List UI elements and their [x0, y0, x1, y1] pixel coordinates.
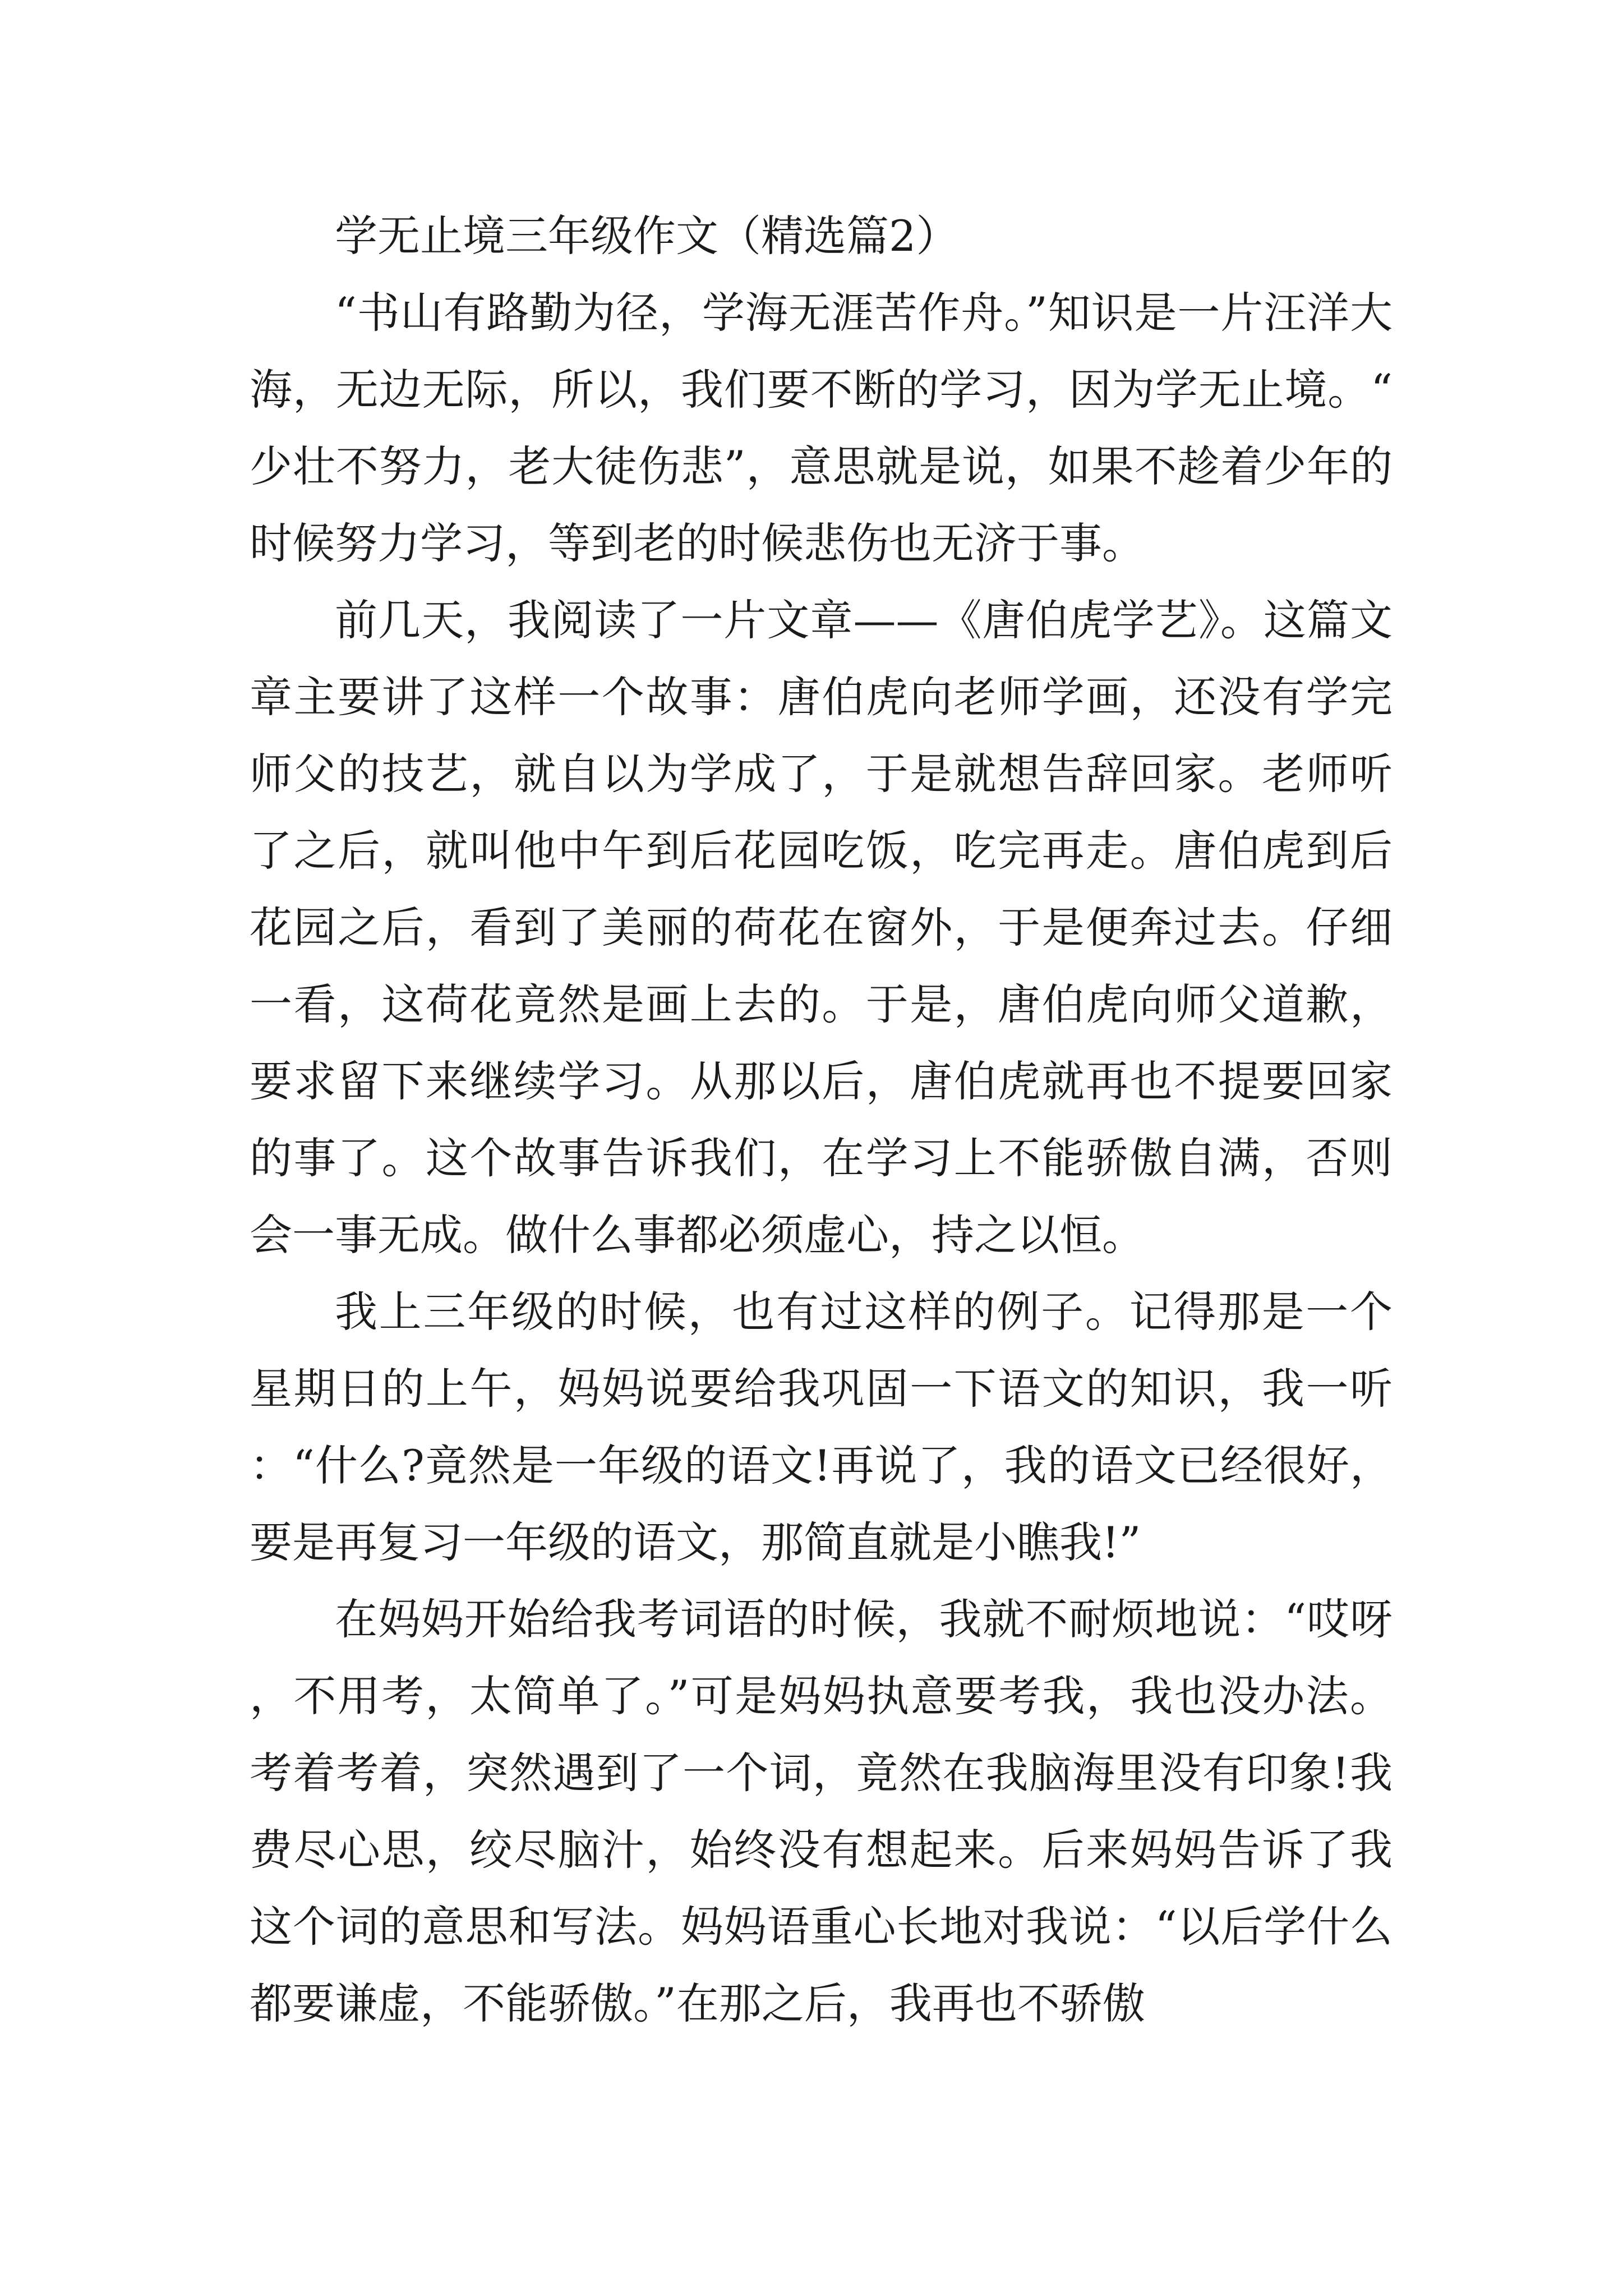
paragraph-test: 在妈妈开始给我考词语的时候，我就不耐烦地说：“哎呀，不用考，太简单了。”可是妈妈执意要考我，我也没办法。考着考着，突然遇到了一个词，竟然在我脑海里没有印象!我费尽心思，绞尽脑汁，始终没有想起来。后来妈妈告诉了我这个词的意思和写法。妈妈语重心长地对我说：“以后学什么都要谦虚，不能骄傲。”在那之后，我再也不骄傲	[250, 1594, 1393, 2028]
paragraph-story: 前几天，我阅读了一片文章——《唐伯虎学艺》。这篇文章主要讲了这样一个故事：唐伯虎向老师学画，还没有学完师父的技艺，就自以为学成了，于是就想告辞回家。老师听了之后，就叫他中午到后花园吃饭，吃完再走。唐伯虎到后花园之后，看到了美丽的荷花在窗外，于是便奔过去。仔细一看，这荷花竟然是画上去的。于是，唐伯虎向师父道歉，要求留下来继续学习。从那以后，唐伯虎就再也不提要回家的事了。这个故事告诉我们，在学习上不能骄傲自满，否则会一事无成。做什么事都必须虚心，持之以恒。	[250, 595, 1393, 1260]
paragraph-intro: “书山有路勤为径，学海无涯苦作舟。”知识是一片汪洋大海，无边无际，所以，我们要不断的学习，因为学无止境。“少壮不努力，老大徒伤悲”，意思就是说，如果不趁着少年的时候努力学习，等到老的时候悲伤也无济于事。	[250, 288, 1393, 568]
essay-body	[250, 197, 1393, 2042]
essay-title: 学无止境三年级作文（精选篇2）	[335, 211, 959, 261]
paragraph-experience: 我上三年级的时候，也有过这样的例子。记得那是一个星期日的上午，妈妈说要给我巩固一下语文的知识，我一听：“什么?竟然是一年级的语文!再说了，我的语文已经很好，要是再复习一年级的语文，那简直就是小瞧我!”	[250, 1287, 1393, 1567]
